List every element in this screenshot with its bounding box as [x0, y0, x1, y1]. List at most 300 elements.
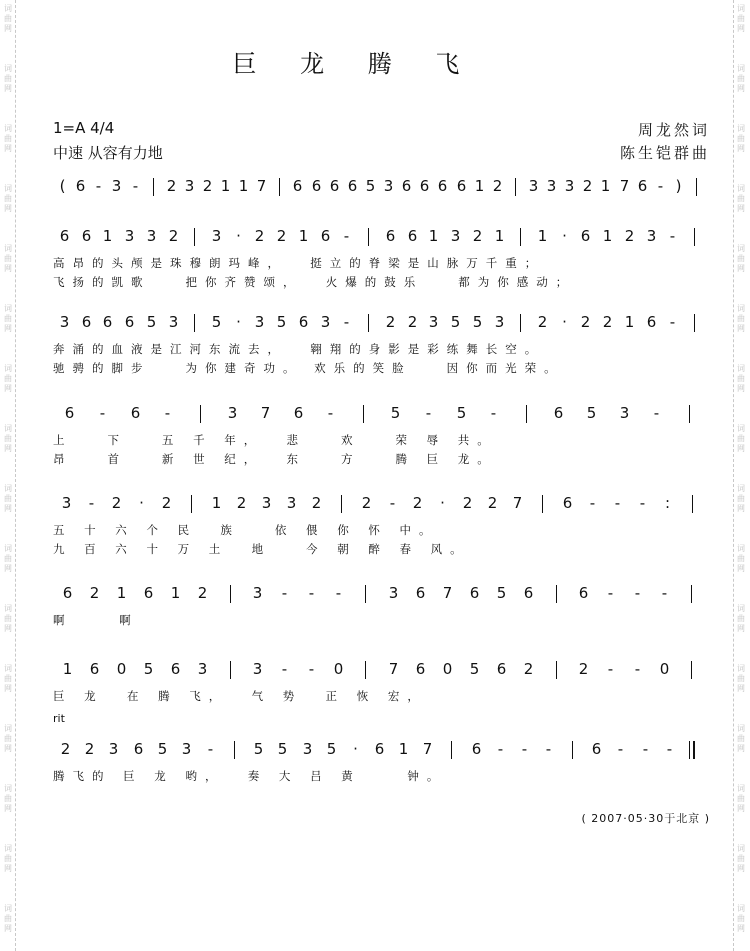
barline	[279, 178, 280, 196]
barline	[194, 314, 195, 332]
rit-marking: rit	[53, 712, 65, 725]
barline	[365, 661, 366, 679]
watermark-glyph: 曲	[4, 794, 12, 803]
watermark-glyph: 词	[737, 64, 745, 73]
score-row	[53, 177, 705, 199]
lyric-line: 奔涌的血液是江河东流去， 翱翔的身影是彩练舞长空。	[53, 342, 545, 356]
watermark-glyph: 词	[737, 304, 745, 313]
note: 1	[220, 177, 231, 195]
final-barline	[693, 741, 695, 759]
note: 5	[277, 740, 288, 758]
note: 3	[261, 494, 272, 512]
lyric-line: 九 百 六 十 万 土 地 今 朝 醉 春 风。	[53, 542, 470, 556]
composer-credit: 陈生铠群曲	[619, 144, 710, 162]
barline	[451, 741, 452, 759]
notation-symbol: -	[653, 404, 660, 422]
note: 6	[637, 177, 648, 195]
note: 5	[365, 177, 376, 195]
note: 6	[415, 660, 426, 678]
note: 2	[578, 660, 589, 678]
watermark-glyph: 曲	[737, 854, 745, 863]
note: 6	[374, 740, 385, 758]
barline	[341, 495, 342, 513]
watermark-glyph: 网	[737, 864, 745, 873]
watermark-glyph: 词	[737, 904, 745, 913]
note: 0	[659, 660, 670, 678]
barline	[556, 661, 557, 679]
note: 2	[166, 177, 177, 195]
notation-symbol: -	[614, 494, 621, 512]
barline	[365, 585, 366, 603]
watermark-glyph: 词	[737, 484, 745, 493]
notation-symbol: -	[607, 584, 614, 602]
note: 1	[494, 227, 505, 245]
barline	[694, 314, 695, 332]
watermark-glyph-group	[2, 304, 14, 334]
watermark-glyph: 网	[737, 744, 745, 753]
note: 2	[89, 584, 100, 602]
watermark-glyph: 网	[737, 624, 745, 633]
watermark-glyph: 网	[737, 324, 745, 333]
note: 6	[59, 227, 70, 245]
watermark-glyph-group	[2, 784, 14, 814]
watermark-glyph: 网	[737, 564, 745, 573]
barline	[234, 741, 235, 759]
note: 3	[61, 494, 72, 512]
watermark-glyph: 网	[737, 144, 745, 153]
watermark-glyph: 网	[737, 924, 745, 933]
note: 7	[619, 177, 630, 195]
watermark-glyph: 词	[737, 4, 745, 13]
notation-symbol: -	[207, 740, 214, 758]
notation-symbol: -	[589, 494, 596, 512]
note: 7	[256, 177, 267, 195]
note: 6	[591, 740, 602, 758]
score-row	[53, 660, 705, 682]
notation-symbol: -	[88, 494, 95, 512]
note: 6	[523, 584, 534, 602]
barline	[520, 314, 521, 332]
watermark-glyph: 曲	[4, 314, 12, 323]
note: 3	[428, 313, 439, 331]
watermark-glyph: 网	[737, 264, 745, 273]
lyric-line: 昂 首 新 世 纪， 东 方 腾 巨 龙。	[53, 452, 497, 466]
watermark-glyph: 网	[4, 264, 12, 273]
note: 2	[84, 740, 95, 758]
watermark-glyph: 词	[4, 124, 12, 133]
note: 5	[390, 404, 401, 422]
note: 6	[311, 177, 322, 195]
barline	[363, 405, 364, 423]
score-row	[53, 227, 705, 249]
score-row	[53, 584, 705, 606]
note: 6	[347, 177, 358, 195]
watermark-glyph: 词	[737, 424, 745, 433]
notation-symbol: ·	[562, 227, 567, 245]
barline	[691, 661, 692, 679]
watermark-glyph: 网	[737, 444, 745, 453]
note: 3	[528, 177, 539, 195]
note: 1	[116, 584, 127, 602]
notation-symbol: -	[281, 660, 288, 678]
notation-symbol: -	[335, 584, 342, 602]
watermark-glyph: 网	[737, 504, 745, 513]
watermark-glyph: 网	[4, 864, 12, 873]
watermark-glyph: 曲	[4, 434, 12, 443]
watermark-glyph: 词	[4, 184, 12, 193]
watermark-glyph: 曲	[737, 254, 745, 263]
watermark-glyph: 网	[4, 624, 12, 633]
watermark-glyph: 曲	[737, 434, 745, 443]
note: 6	[75, 177, 86, 195]
watermark-glyph: 网	[737, 804, 745, 813]
note: 2	[254, 227, 265, 245]
watermark-glyph: 网	[737, 384, 745, 393]
note: 1	[102, 227, 113, 245]
note: 3	[108, 740, 119, 758]
barline	[692, 495, 693, 513]
note: 6	[329, 177, 340, 195]
watermark-glyph: 词	[4, 784, 12, 793]
note: 6	[64, 404, 75, 422]
watermark-glyph-group	[2, 724, 14, 754]
note: 6	[456, 177, 467, 195]
note: 2	[472, 227, 483, 245]
watermark-glyph: 曲	[737, 494, 745, 503]
watermark-glyph: 网	[737, 684, 745, 693]
watermark-glyph-group	[2, 904, 14, 934]
note: 3	[252, 584, 263, 602]
notation-symbol: -	[657, 177, 664, 195]
watermark-glyph: 词	[4, 604, 12, 613]
watermark-glyph: 词	[737, 544, 745, 553]
watermark-glyph-group	[735, 724, 747, 754]
watermark-glyph-group	[2, 604, 14, 634]
notation-symbol: -	[327, 404, 334, 422]
watermark-glyph: 词	[4, 64, 12, 73]
barline	[689, 741, 690, 759]
note: 3	[494, 313, 505, 331]
barline	[368, 314, 369, 332]
barline	[520, 228, 521, 246]
lyric-line: 上 下 五 千 年， 悲 欢 荣 辱 共。	[53, 433, 497, 447]
note: 6	[81, 313, 92, 331]
lyric-line: 高昂的头颅是珠穆朗玛峰， 挺立的脊梁是山脉万千重；	[53, 256, 545, 270]
notation-symbol: -	[308, 660, 315, 678]
notation-symbol: )	[675, 177, 682, 195]
composition-date: ( 2007·05·30于北京 )	[581, 812, 710, 825]
watermark-glyph-group	[2, 844, 14, 874]
song-title: 巨 龙 腾 飞	[232, 50, 478, 78]
watermark-glyph: 词	[4, 304, 12, 313]
note: 2	[385, 313, 396, 331]
note: 6	[102, 313, 113, 331]
watermark-glyph: 网	[4, 384, 12, 393]
note: 6	[496, 660, 507, 678]
note: 3	[383, 177, 394, 195]
note: 6	[89, 660, 100, 678]
watermark-glyph: 曲	[737, 374, 745, 383]
watermark-glyph: 网	[4, 84, 12, 93]
watermark-glyph: 曲	[4, 854, 12, 863]
notation-symbol: -	[666, 740, 673, 758]
score-row	[53, 494, 705, 516]
watermark-glyph-group	[735, 604, 747, 634]
note: 6	[385, 227, 396, 245]
notation-symbol: -	[343, 313, 350, 331]
watermark-glyph: 曲	[4, 914, 12, 923]
notation-symbol: -	[669, 227, 676, 245]
barline	[200, 405, 201, 423]
watermark-glyph: 网	[4, 324, 12, 333]
watermark-glyph: 曲	[4, 494, 12, 503]
watermark-glyph: 曲	[4, 614, 12, 623]
note: 6	[580, 227, 591, 245]
note: 0	[333, 660, 344, 678]
notation-symbol: (	[59, 177, 66, 195]
notation-symbol: -	[343, 227, 350, 245]
lyricist-credit: 周龙然词	[637, 121, 710, 139]
watermark-glyph: 曲	[737, 314, 745, 323]
watermark-glyph: 曲	[737, 194, 745, 203]
watermark-glyph: 词	[737, 364, 745, 373]
watermark-glyph: 曲	[737, 614, 745, 623]
note: 2	[492, 177, 503, 195]
watermark-glyph-group	[735, 784, 747, 814]
lyric-line: 巨 龙 在 腾 飞， 气 势 正 恢 宏，	[53, 689, 427, 703]
watermark-glyph: 曲	[4, 134, 12, 143]
note: 5	[143, 660, 154, 678]
notation-symbol: -	[521, 740, 528, 758]
note: 3	[450, 227, 461, 245]
watermark-glyph: 网	[4, 504, 12, 513]
note: 5	[276, 313, 287, 331]
notation-symbol: -	[607, 660, 614, 678]
note: 0	[442, 660, 453, 678]
note: 6	[293, 404, 304, 422]
watermark-glyph-group	[735, 424, 747, 454]
watermark-glyph: 曲	[737, 914, 745, 923]
note: 1	[602, 227, 613, 245]
note: 5	[469, 660, 480, 678]
note: 1	[211, 494, 222, 512]
watermark-glyph: 网	[737, 84, 745, 93]
note: 2	[462, 494, 473, 512]
note: 7	[442, 584, 453, 602]
note: 2	[361, 494, 372, 512]
note: 3	[388, 584, 399, 602]
note: 3	[168, 313, 179, 331]
lyric-line: 腾飞的 巨 龙 哟， 奏 大 吕 黄 钟。	[53, 769, 447, 783]
watermark-glyph: 曲	[4, 74, 12, 83]
notation-symbol: -	[490, 404, 497, 422]
note: 1	[624, 313, 635, 331]
note: 2	[407, 313, 418, 331]
watermark-glyph: 网	[4, 684, 12, 693]
watermark-glyph-group	[735, 124, 747, 154]
note: 3	[111, 177, 122, 195]
note: 3	[320, 313, 331, 331]
note: 3	[184, 177, 195, 195]
watermark-glyph-group	[735, 664, 747, 694]
watermark-glyph: 曲	[4, 734, 12, 743]
notation-symbol: -	[425, 404, 432, 422]
watermark-glyph: 网	[4, 24, 12, 33]
score-row	[53, 404, 705, 426]
watermark-glyph: 网	[737, 24, 745, 33]
note: 3	[146, 227, 157, 245]
watermark-glyph: 网	[4, 204, 12, 213]
note: 2	[236, 494, 247, 512]
note: 1	[398, 740, 409, 758]
note: 3	[546, 177, 557, 195]
lyric-line: 五 十 六 个 民 族 依 偎 你 怀 中。	[53, 523, 439, 537]
note: 3	[619, 404, 630, 422]
note: 2	[537, 313, 548, 331]
barline	[191, 495, 192, 513]
note: 1	[537, 227, 548, 245]
watermark-glyph: 词	[737, 664, 745, 673]
watermark-glyph: 词	[737, 844, 745, 853]
note: 3	[302, 740, 313, 758]
watermark-glyph: 词	[737, 724, 745, 733]
note: 1	[298, 227, 309, 245]
watermark-glyph-group	[735, 904, 747, 934]
watermark-glyph: 词	[4, 904, 12, 913]
barline	[691, 585, 692, 603]
note: 6	[143, 584, 154, 602]
watermark-glyph: 词	[4, 364, 12, 373]
watermark-glyph-group	[735, 4, 747, 34]
watermark-glyph: 词	[737, 784, 745, 793]
watermark-glyph: 词	[4, 544, 12, 553]
watermark-glyph: 曲	[737, 554, 745, 563]
note: 6	[415, 584, 426, 602]
watermark-glyph: 曲	[737, 74, 745, 83]
notation-symbol: -	[639, 494, 646, 512]
watermark-glyph: 词	[4, 4, 12, 13]
note: 3	[252, 660, 263, 678]
barline	[230, 661, 231, 679]
notation-symbol: -	[642, 740, 649, 758]
watermark-glyph: 词	[4, 244, 12, 253]
notation-symbol: ·	[139, 494, 144, 512]
note: 3	[286, 494, 297, 512]
watermark-glyph-group	[2, 4, 14, 34]
watermark-glyph: 网	[4, 804, 12, 813]
note: 6	[170, 660, 181, 678]
note: 2	[523, 660, 534, 678]
note: 2	[624, 227, 635, 245]
note: 6	[553, 404, 564, 422]
watermark-glyph-group	[735, 544, 747, 574]
note: 3	[254, 313, 265, 331]
barline	[368, 228, 369, 246]
note: 6	[292, 177, 303, 195]
notation-symbol: ·	[562, 313, 567, 331]
note: 2	[202, 177, 213, 195]
note: 5	[326, 740, 337, 758]
note: 0	[116, 660, 127, 678]
watermark-glyph-group	[735, 244, 747, 274]
notation-symbol: -	[497, 740, 504, 758]
lyric-line: 飞扬的凯歌 把你齐赞颂， 火爆的鼓乐 都为你感动；	[53, 275, 576, 289]
note: 5	[146, 313, 157, 331]
notation-symbol: -	[634, 660, 641, 678]
note: 7	[422, 740, 433, 758]
barline	[194, 228, 195, 246]
barline	[230, 585, 231, 603]
notation-symbol: -	[132, 177, 139, 195]
lyric-line: 驰骋的脚步 为你建奇功。 欢乐的笑脸 因你而光荣。	[53, 361, 564, 375]
note: 5	[211, 313, 222, 331]
note: 2	[487, 494, 498, 512]
note: 2	[111, 494, 122, 512]
watermark-glyph: 曲	[4, 14, 12, 23]
note: 5	[586, 404, 597, 422]
watermark-glyph: 曲	[737, 134, 745, 143]
note: 2	[602, 313, 613, 331]
note: 2	[161, 494, 172, 512]
watermark-glyph-group	[2, 484, 14, 514]
watermark-glyph-group	[2, 544, 14, 574]
watermark-glyph-group	[2, 64, 14, 94]
watermark-glyph: 网	[4, 144, 12, 153]
note: 1	[600, 177, 611, 195]
note: 6	[419, 177, 430, 195]
notation-symbol: ·	[236, 313, 241, 331]
watermark-glyph-group	[2, 664, 14, 694]
watermark-glyph: 网	[4, 744, 12, 753]
watermark-glyph: 词	[4, 484, 12, 493]
barline	[526, 405, 527, 423]
note: 3	[227, 404, 238, 422]
watermark-glyph: 曲	[4, 254, 12, 263]
note: 6	[471, 740, 482, 758]
barline	[542, 495, 543, 513]
watermark-glyph: 词	[4, 844, 12, 853]
key-signature: 1=A 4/4	[53, 119, 115, 137]
watermark-glyph: 词	[737, 604, 745, 613]
watermark-glyph: 词	[4, 664, 12, 673]
watermark-glyph-group	[2, 244, 14, 274]
tempo-marking: 中速 从容有力地	[53, 144, 163, 162]
notation-symbol: -	[95, 177, 102, 195]
watermark-glyph-group	[735, 844, 747, 874]
note: 1	[170, 584, 181, 602]
watermark-glyph-group	[2, 184, 14, 214]
note: 6	[133, 740, 144, 758]
barline	[153, 178, 154, 196]
watermark-glyph-group	[2, 124, 14, 154]
notation-symbol: -	[281, 584, 288, 602]
note: 3	[197, 660, 208, 678]
score-row	[53, 740, 705, 762]
note: 2	[60, 740, 71, 758]
barline	[694, 228, 695, 246]
watermark-glyph: 曲	[4, 374, 12, 383]
watermark-glyph: 网	[4, 924, 12, 933]
watermark-glyph-group	[735, 484, 747, 514]
watermark-glyph: 网	[4, 444, 12, 453]
notation-symbol: -	[308, 584, 315, 602]
note: 7	[388, 660, 399, 678]
barline	[696, 178, 697, 196]
watermark-glyph: 曲	[4, 674, 12, 683]
note: 3	[564, 177, 575, 195]
watermark-glyph-group	[2, 424, 14, 454]
note: 6	[578, 584, 589, 602]
